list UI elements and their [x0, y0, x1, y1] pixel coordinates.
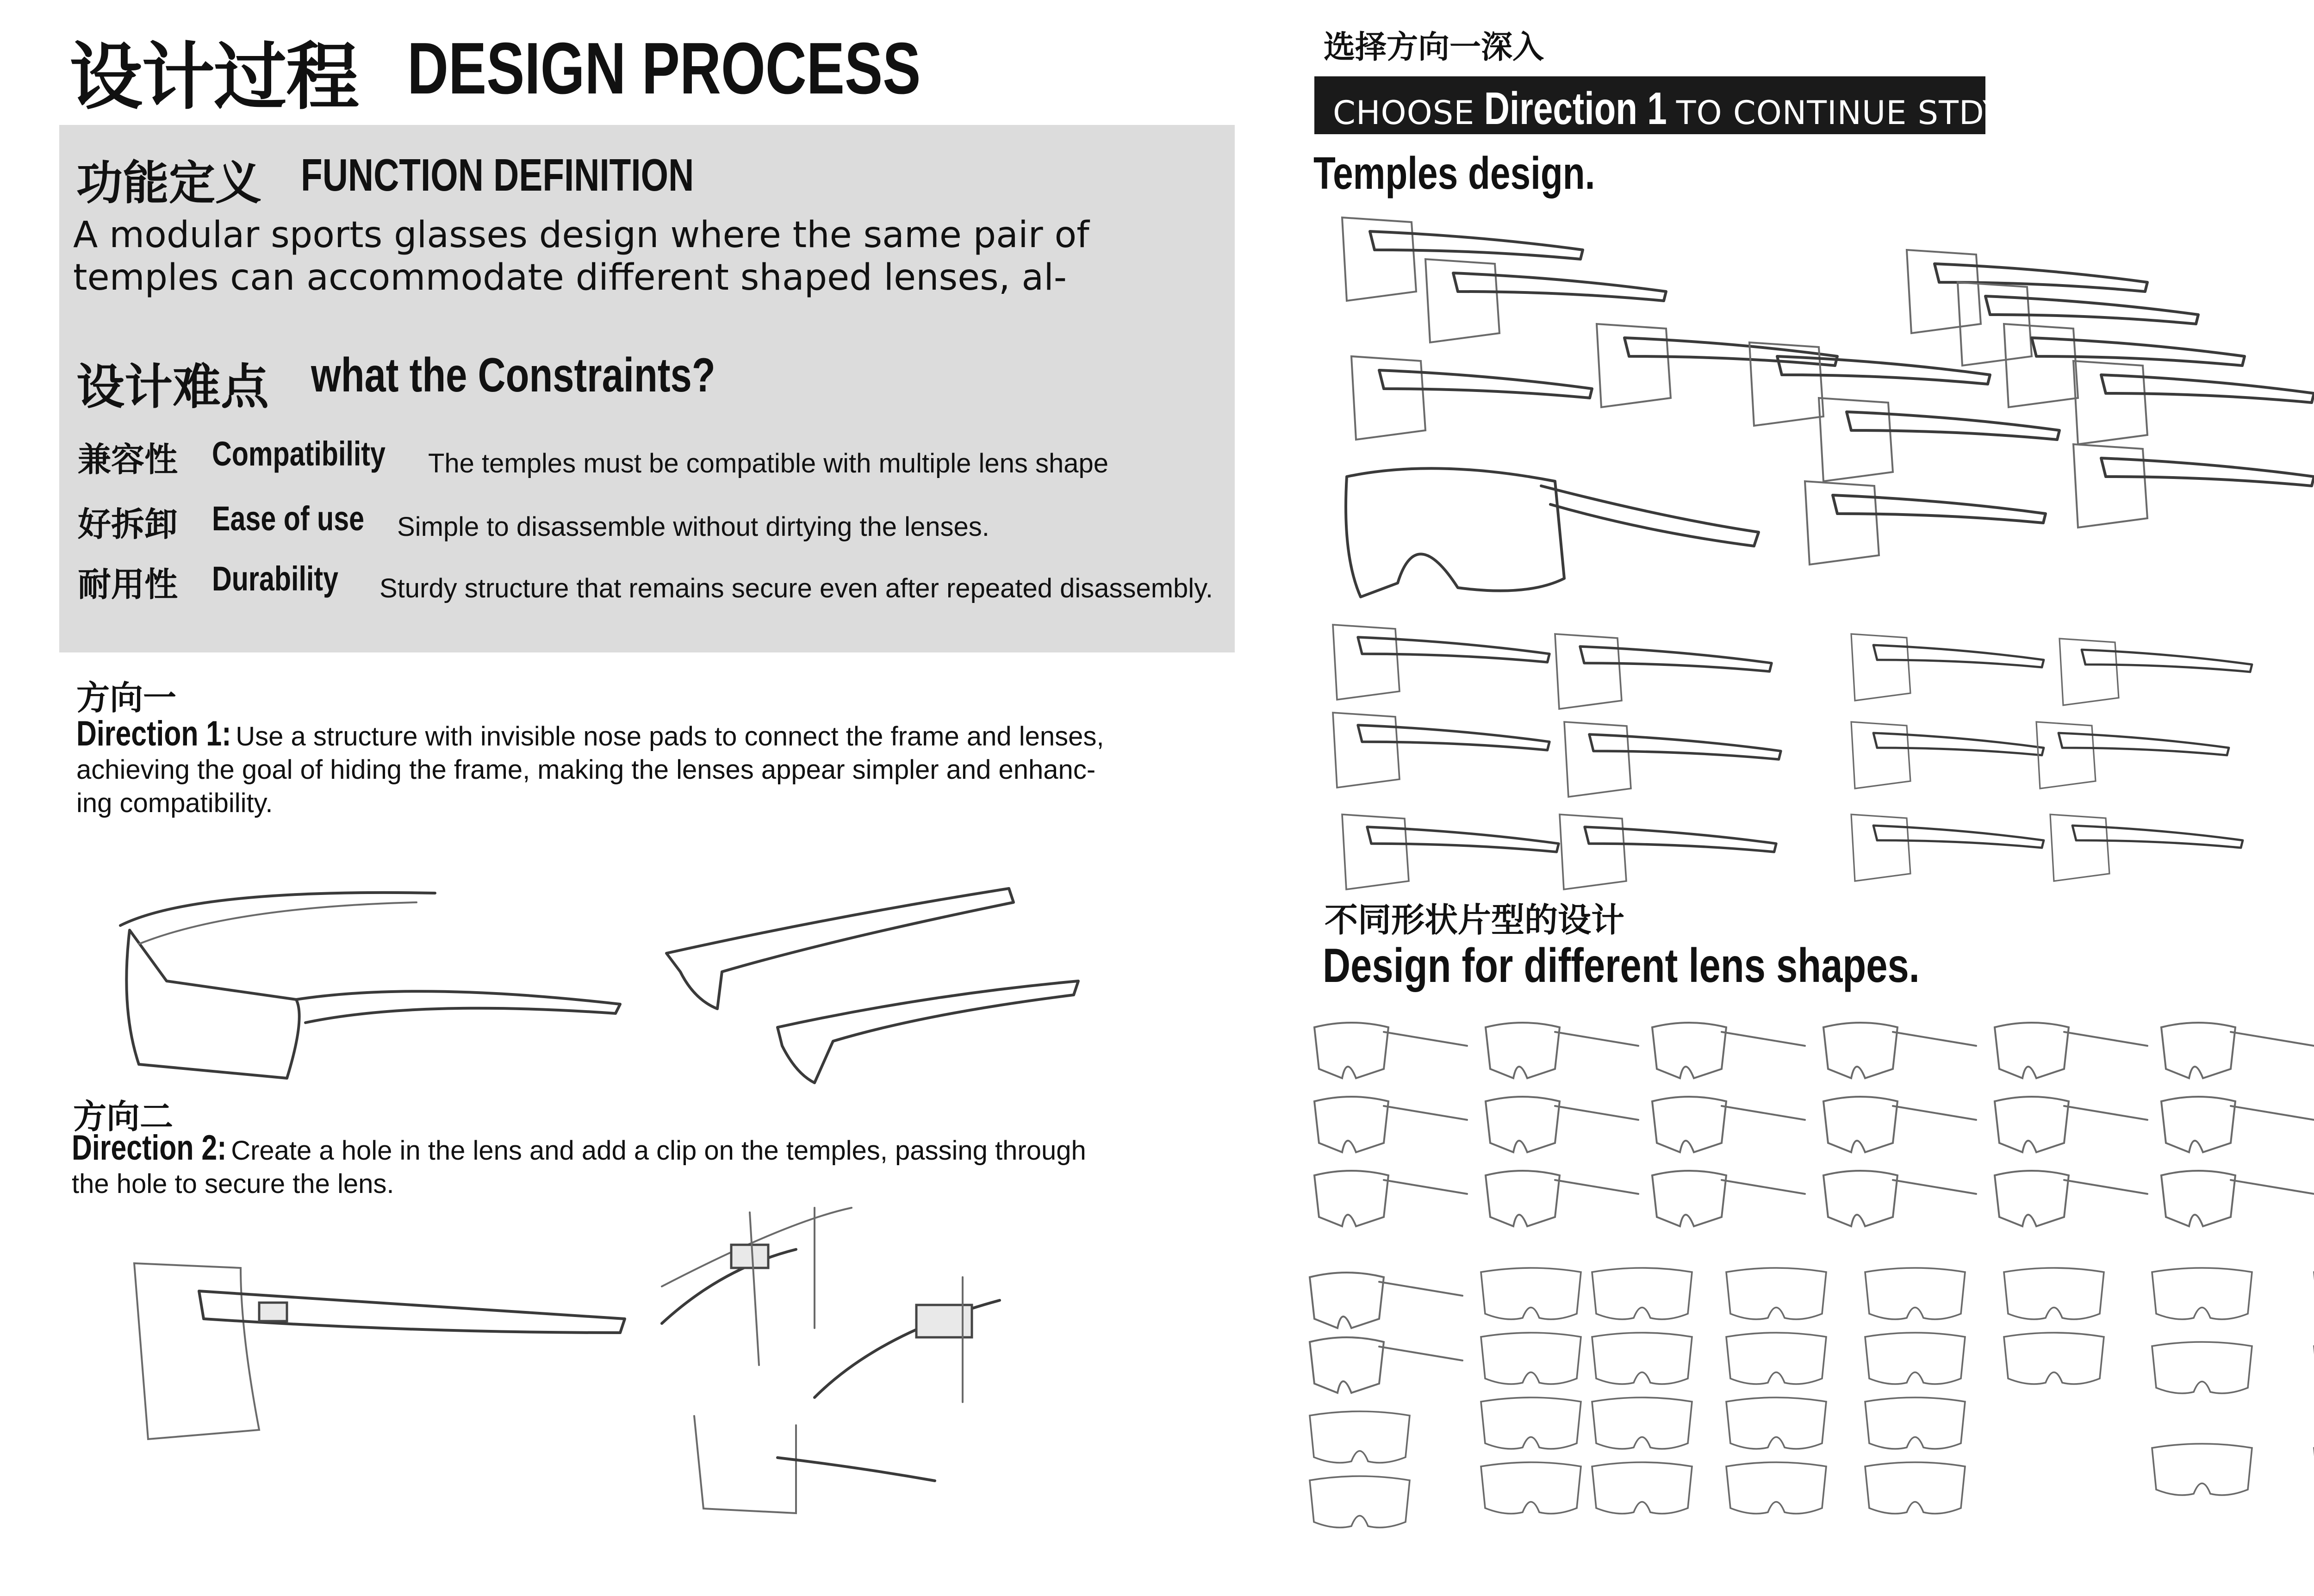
lens-shape-sketch: [2152, 1444, 2252, 1495]
lens-shape-sketch: [1652, 1097, 1805, 1152]
temple-sketch: [1597, 324, 1837, 407]
temple-sketch: [2050, 814, 2243, 881]
constraint-ease-desc: Simple to disassemble without dirtying the lenses.: [397, 512, 989, 542]
lens-shape-sketch: [2152, 1342, 2252, 1393]
choose-prefix: CHOOSE: [1333, 94, 1475, 132]
constraint-durability-cn: 耐用性: [78, 565, 178, 604]
lens-shape-sketch: [1865, 1268, 1965, 1319]
lens-shape-sketch: [1486, 1171, 1638, 1226]
lens-shape-sketch: [2004, 1333, 2104, 1384]
temples-design-title: Temples design.: [1313, 148, 1595, 199]
lens-shape-sketch: [1310, 1411, 1410, 1463]
page-title-en: DESIGN PROCESS: [407, 28, 921, 109]
lens-shape-sketch: [1310, 1476, 1410, 1528]
lens-shape-sketch: [1592, 1397, 1692, 1449]
constraint-compatibility-desc: The temples must be compatible with multiple lens shape: [428, 448, 1109, 478]
constraint-compatibility-en: Compatibility: [212, 435, 386, 473]
lens-shape-sketch: [1314, 1171, 1467, 1226]
choose-direction-cn: 选择方向一深入: [1324, 29, 1544, 66]
lens-shape-sketch: [1995, 1171, 2147, 1226]
lens-shape-sketch: [1865, 1333, 1965, 1384]
lens-shape-sketch: [1823, 1171, 1976, 1226]
lens-shape-sketch: [2152, 1268, 2252, 1319]
temple-sketch: [1333, 713, 1549, 788]
lens-shape-sketch: [1481, 1333, 1581, 1384]
lens-shapes-title-en: Design for different lens shapes.: [1323, 939, 1920, 993]
function-heading-cn: 功能定义: [76, 156, 261, 210]
constraint-durability-en: Durability: [212, 559, 339, 598]
direction-2-detail-sketch: [662, 1208, 1000, 1513]
temple-sketch: [2073, 444, 2314, 528]
lens-shape-sketch: [2161, 1097, 2314, 1152]
lens-shape-sketch: [1726, 1333, 1826, 1384]
lens-shape-sketch: [1592, 1333, 1692, 1384]
function-heading-en: FUNCTION DEFINITION: [301, 149, 694, 200]
temple-sketch: [2073, 361, 2314, 444]
temple-sketch: [1560, 814, 1776, 889]
lens-shape-sketch: [2004, 1268, 2104, 1319]
constraint-compatibility-cn: 兼容性: [78, 440, 178, 479]
temples-sketch-grid: [1333, 217, 2314, 889]
temple-sketch: [1555, 634, 1772, 709]
direction-1-text: achieving the goal of hiding the frame, making the lenses appear simpler and enhanc-: [76, 755, 1096, 785]
lens-shape-sketch: [1865, 1397, 1965, 1449]
lens-shape-sketch: [2161, 1023, 2314, 1078]
lens-shape-sketch: [1995, 1023, 2147, 1078]
choose-highlight: Direction 1: [1484, 83, 1667, 134]
constraints-heading-cn: 设计难点: [76, 359, 269, 415]
lens-shape-sketch: [1652, 1171, 1805, 1226]
direction-2-label-cn: 方向二: [73, 1097, 174, 1136]
lens-shape-sketch: [1481, 1462, 1581, 1514]
lens-shapes-title-cn: 不同形状片型的设计: [1325, 900, 1625, 939]
temple-sketch: [1342, 217, 1583, 301]
lens-shape-sketch: [1652, 1023, 1805, 1078]
lens-shape-sketch: [1481, 1268, 1581, 1319]
function-description-line: temples can accommodate different shaped lenses, al-: [73, 257, 1067, 298]
temple-sketch-large: [1346, 468, 1759, 597]
constraint-ease-en: Ease of use: [212, 499, 365, 538]
lens-shape-sketch: [1726, 1268, 1826, 1319]
direction-2-lens-clip-sketch: [134, 1263, 625, 1439]
direction-1-text: ing compatibility.: [76, 788, 273, 818]
lens-shapes-sketch-grid: [1310, 1023, 2314, 1528]
direction-2-text: the hole to secure the lens.: [72, 1169, 394, 1199]
temple-sketch: [1851, 814, 2044, 881]
temple-sketch: [2036, 722, 2229, 789]
lens-shape-sketch: [1310, 1337, 1462, 1393]
lens-shape-sketch: [1995, 1097, 2147, 1152]
direction-1-label-cn: 方向一: [76, 678, 177, 717]
lens-shape-sketch: [1865, 1462, 1965, 1514]
lens-shape-sketch: [1314, 1097, 1467, 1152]
temple-sketch: [1805, 481, 2046, 565]
lens-shape-sketch: [2161, 1171, 2314, 1226]
lens-shape-sketch: [1310, 1273, 1462, 1328]
temple-sketch: [1342, 814, 1559, 889]
lens-shape-sketch: [1486, 1097, 1638, 1152]
lens-shape-sketch: [1726, 1462, 1826, 1514]
direction-1-text: Use a structure with invisible nose pads to connect the frame and lenses,: [228, 721, 1104, 751]
function-description-line: A modular sports glasses design where the same pair of: [73, 214, 1089, 256]
temple-sketch: [1351, 356, 1592, 440]
direction-2-label: Direction 2:: [72, 1128, 227, 1168]
temple-sketch: [1333, 625, 1549, 700]
choose-suffix: TO CONTINUE STDY: [1676, 94, 2003, 132]
constraints-heading-en: what the Constraints?: [311, 348, 715, 402]
lens-shape-sketch: [1726, 1397, 1826, 1449]
temple-sketch: [1851, 722, 2044, 789]
temple-sketch: [1819, 398, 2059, 481]
lens-shape-sketch: [1823, 1023, 1976, 1078]
direction-1-temple-sketch: [666, 888, 1078, 1083]
lens-shape-sketch: [1592, 1462, 1692, 1514]
constraint-ease-cn: 好拆卸: [78, 505, 178, 544]
direction-2-text: Create a hole in the lens and add a clip on the temples, passing through: [224, 1136, 1086, 1166]
temple-sketch: [1958, 282, 2198, 366]
lens-shape-sketch: [1486, 1023, 1638, 1078]
constraint-durability-desc: Sturdy structure that remains secure even after repeated disassembly.: [379, 573, 1213, 603]
direction-1-glasses-sketch: [120, 893, 620, 1078]
lens-shape-sketch: [1823, 1097, 1976, 1152]
lens-shape-sketch: [1592, 1268, 1692, 1319]
temple-sketch: [1851, 634, 2044, 701]
page-title-cn: 设计过程: [69, 35, 358, 120]
temple-sketch: [1425, 259, 1666, 342]
lens-shape-sketch: [1314, 1023, 1467, 1078]
temple-sketch: [1564, 722, 1781, 797]
temple-sketch: [2059, 639, 2252, 705]
direction-1-label: Direction 1:: [76, 714, 231, 753]
lens-shape-sketch: [1481, 1397, 1581, 1449]
